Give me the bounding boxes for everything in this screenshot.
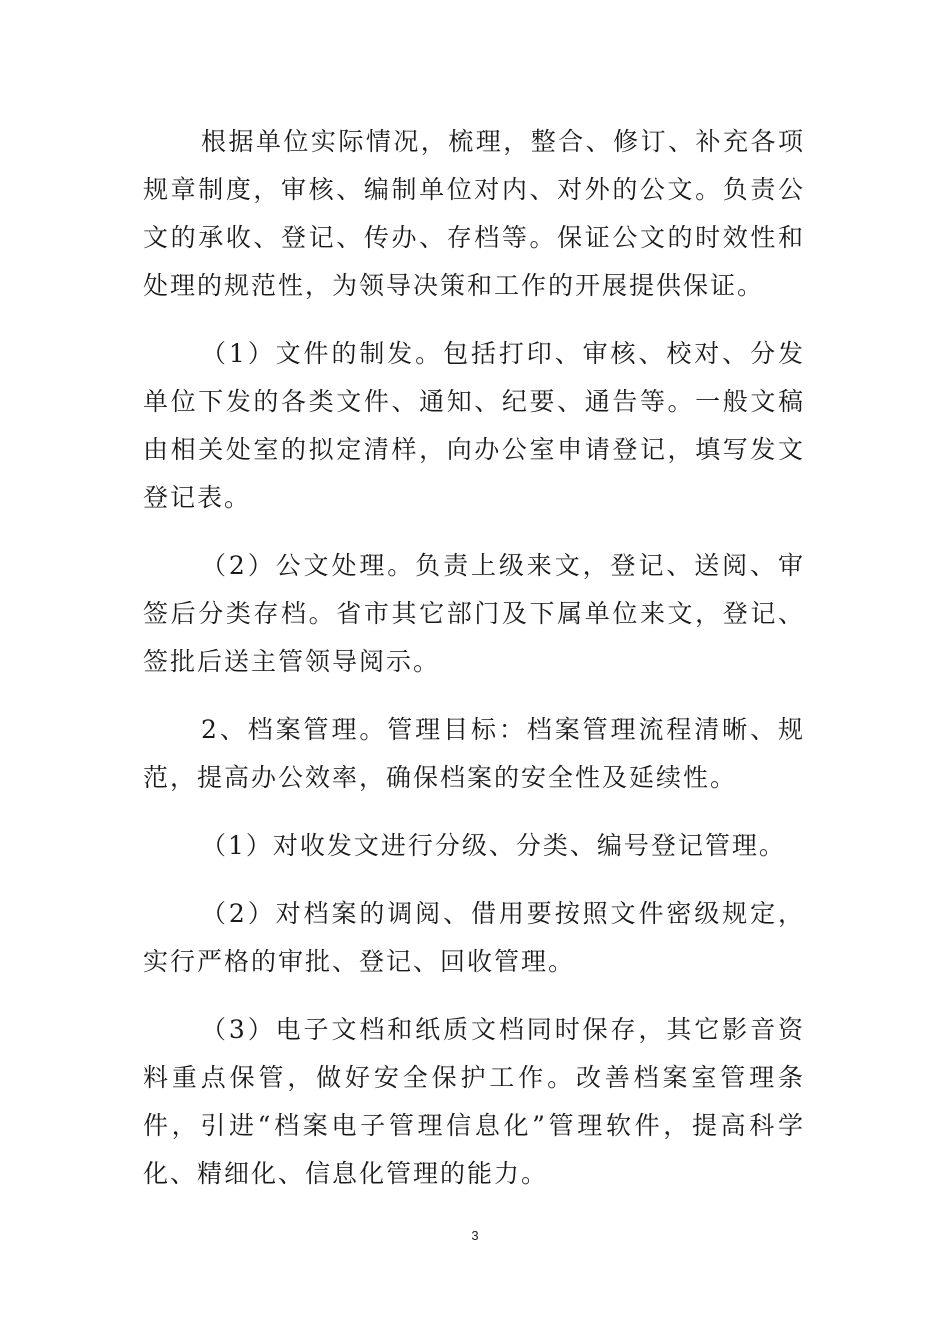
paragraph-archive-management: 2、档案管理。管理目标：档案管理流程清晰、规范，提高办公效率，确保档案的安全性及延续性。 [143, 715, 805, 792]
page-number: 3 [471, 1228, 479, 1243]
document-body [143, 118, 805, 1218]
paragraph-archive-storage: （3）电子文档和纸质文档同时保存，其它影音资料重点保管，做好安全保护工作。改善档案室管理条件，引进“档案电子管理信息化”管理软件，提高科学化、精细化、信息化管理的能力。 [143, 1015, 805, 1188]
paragraph-archive-borrowing: （2）对档案的调阅、借用要按照文件密级规定，实行严格的审批、登记、回收管理。 [143, 899, 805, 976]
paragraph-document-processing: （2）公文处理。负责上级来文，登记、送阅、审签后分类存档。省市其它部门及下属单位来文，登记、签批后送主管领导阅示。 [143, 551, 805, 676]
paragraph-records-overview: 根据单位实际情况，梳理，整合、修订、补充各项规章制度，审核、编制单位对内、对外的公文。负责公文的承收、登记、传办、存档等。保证公文的时效性和处理的规范性，为领导决策和工作的开展提供保证。 [143, 127, 805, 300]
paragraph-document-issuance: （1）文件的制发。包括打印、审核、校对、分发单位下发的各类文件、通知、纪要、通告等。一般文稿由相关处室的拟定清样，向办公室申请登记，填写发文登记表。 [143, 339, 805, 512]
paragraph-archive-classification: （1）对收发文进行分级、分类、编号登记管理。 [201, 831, 786, 860]
